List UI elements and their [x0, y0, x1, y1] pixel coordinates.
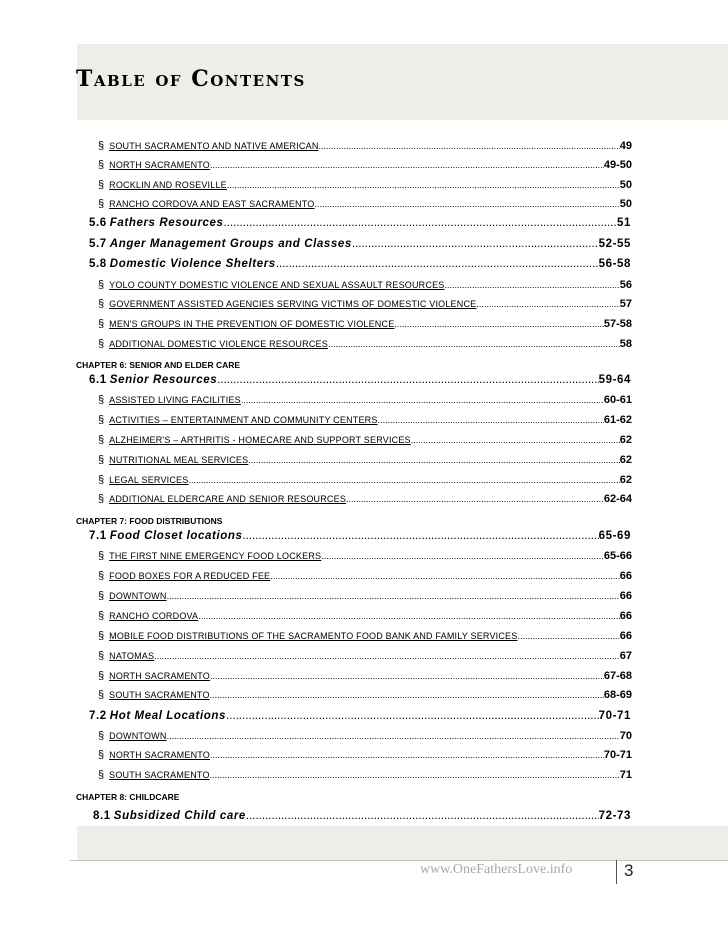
toc-page-number: 59-64: [598, 374, 631, 386]
section-bullet-icon: §: [98, 570, 105, 582]
dot-leader: [314, 199, 619, 209]
toc-subsection-entry[interactable]: [98, 769, 632, 781]
section-bullet-icon: §: [98, 630, 105, 642]
toc-entry-label[interactable]: NORTH SACRAMENTO: [109, 160, 211, 170]
dot-leader: [444, 280, 619, 290]
dot-leader: [210, 750, 604, 760]
dot-leader: [517, 631, 619, 641]
toc-page-number: 67-68: [603, 670, 632, 682]
dot-leader: [167, 591, 620, 601]
toc-subsection-entry[interactable]: [98, 590, 632, 602]
dot-leader: [224, 217, 617, 229]
toc-subsection-entry[interactable]: [98, 550, 632, 562]
dot-leader: [210, 690, 604, 700]
toc-entry-label[interactable]: Subsidized Child care: [113, 810, 246, 822]
section-number: 5.8: [89, 258, 107, 270]
toc-entry-label[interactable]: SOUTH SACRAMENTO: [109, 690, 210, 700]
dot-leader: [270, 571, 619, 581]
section-bullet-icon: §: [98, 650, 105, 662]
section-bullet-icon: §: [98, 318, 105, 330]
section-bullet-icon: §: [98, 159, 105, 171]
dot-leader: [328, 339, 620, 349]
toc-page-number: 68-69: [603, 689, 632, 701]
toc-page-number: 66: [619, 630, 632, 642]
section-bullet-icon: §: [98, 610, 105, 622]
toc-subsection-entry[interactable]: [98, 630, 632, 642]
section-bullet-icon: §: [98, 550, 105, 562]
toc-entry-label[interactable]: NATOMAS: [109, 651, 155, 661]
toc-page-number: 62: [619, 474, 632, 486]
toc-entry-label[interactable]: ACTIVITIES – ENTERTAINMENT AND COMMUNITY CENTERS: [109, 415, 378, 425]
dot-leader: [217, 374, 598, 386]
dot-leader: [154, 651, 620, 661]
toc-subsection-entry[interactable]: [98, 493, 632, 505]
section-bullet-icon: §: [98, 198, 105, 210]
toc-entry-label[interactable]: MOBILE FOOD DISTRIBUTIONS OF THE SACRAMENTO FOOD BANK AND FAMILY SERVICES: [109, 631, 518, 641]
toc-page-number: 51: [617, 217, 631, 229]
toc-entry-label[interactable]: GOVERNMENT ASSISTED AGENCIES SERVING VICTIMS OF DOMESTIC VIOLENCE: [109, 299, 477, 309]
toc-entry-label[interactable]: ROCKLIN AND ROSEVILLE: [109, 180, 227, 190]
toc-entry-label[interactable]: RANCHO CORDOVA AND EAST SACRAMENTO: [109, 199, 315, 209]
dot-leader: [227, 180, 620, 190]
toc-subsection-entry[interactable]: [98, 749, 632, 761]
toc-subsection-entry[interactable]: [98, 610, 632, 622]
section-bullet-icon: §: [98, 279, 105, 291]
section-bullet-icon: §: [98, 179, 105, 191]
section-bullet-icon: §: [98, 140, 105, 152]
toc-subsection-entry[interactable]: [98, 298, 632, 310]
toc-page-number: 65-66: [603, 550, 632, 562]
toc-entry-label[interactable]: MEN'S GROUPS IN THE PREVENTION OF DOMESTIC VIOLENCE: [109, 319, 395, 329]
section-bullet-icon: §: [98, 493, 105, 505]
toc-subsection-entry[interactable]: [98, 670, 632, 682]
toc-entry-label[interactable]: Hot Meal Locations: [109, 710, 227, 722]
toc-page-number: 66: [619, 610, 632, 622]
toc-page-number: 57-58: [603, 318, 632, 330]
section-bullet-icon: §: [98, 769, 105, 781]
toc-section-entry[interactable]: [89, 217, 631, 229]
footer-separator: [616, 860, 617, 884]
dot-leader: [243, 530, 599, 542]
section-bullet-icon: §: [98, 434, 105, 446]
toc-entry-label[interactable]: Anger Management Groups and Classes: [109, 238, 352, 250]
toc-section-entry[interactable]: [89, 374, 631, 386]
section-number: 6.1: [89, 374, 107, 386]
toc-page-number: 67: [619, 650, 632, 662]
section-bullet-icon: §: [98, 298, 105, 310]
toc-entry-label[interactable]: Fathers Resources: [109, 217, 224, 229]
section-bullet-icon: §: [98, 749, 105, 761]
toc-entry-label[interactable]: NORTH SACRAMENTO: [109, 750, 211, 760]
toc-subsection-entry[interactable]: [98, 140, 632, 152]
section-bullet-icon: §: [98, 394, 105, 406]
section-bullet-icon: §: [98, 590, 105, 602]
toc-page-number: 66: [619, 570, 632, 582]
chapter-heading: CHAPTER 6: SENIOR AND ELDER CARE: [76, 360, 241, 370]
toc-subsection-entry[interactable]: [98, 279, 632, 291]
toc-subsection-entry[interactable]: [98, 730, 632, 742]
toc-subsection-entry[interactable]: [98, 318, 632, 330]
toc-page-number: 58: [619, 338, 632, 350]
section-bullet-icon: §: [98, 670, 105, 682]
toc-subsection-entry[interactable]: [98, 394, 632, 406]
dot-leader: [476, 299, 619, 309]
dot-leader: [210, 671, 604, 681]
dot-leader: [226, 710, 599, 722]
toc-subsection-entry[interactable]: [98, 179, 632, 191]
toc-page-number: 57: [619, 298, 632, 310]
toc-page-number: 72-73: [598, 810, 631, 822]
section-number: 7.1: [89, 530, 107, 542]
toc-page-number: 62: [619, 434, 632, 446]
toc-page-number: 62-64: [603, 493, 632, 505]
toc-entry-label[interactable]: Food Closet locations: [109, 530, 243, 542]
toc-page-number: 70: [619, 730, 632, 742]
toc-entry-label[interactable]: NUTRITIONAL MEAL SERVICES: [109, 455, 249, 465]
section-bullet-icon: §: [98, 338, 105, 350]
toc-subsection-entry[interactable]: [98, 198, 632, 210]
toc-subsection-entry[interactable]: [98, 650, 632, 662]
dot-leader: [321, 551, 604, 561]
toc-entry-label[interactable]: ADDITIONAL ELDERCARE AND SENIOR RESOURCES: [109, 494, 347, 504]
section-bullet-icon: §: [98, 730, 105, 742]
toc-page-number: 71: [619, 769, 632, 781]
section-number: 7.2: [89, 710, 107, 722]
toc-subsection-entry[interactable]: [98, 689, 632, 701]
dot-leader: [319, 141, 620, 151]
toc-entry-label[interactable]: ALZHEIMER'S – ARTHRITIS - HOMECARE AND SUPPORT SERVICES: [109, 435, 411, 445]
toc-entry-label[interactable]: Domestic Violence Shelters: [109, 258, 276, 270]
dot-leader: [210, 160, 604, 170]
toc-entry-label[interactable]: THE FIRST NINE EMERGENCY FOOD LOCKERS: [109, 551, 322, 561]
toc-page-number: 56: [619, 279, 632, 291]
chapter-heading: CHAPTER 7: FOOD DISTRIBUTIONS: [76, 516, 223, 526]
section-bullet-icon: §: [98, 474, 105, 486]
toc-entry-label[interactable]: SOUTH SACRAMENTO: [109, 770, 210, 780]
toc-page-number: 65-69: [598, 530, 631, 542]
toc-section-entry[interactable]: [93, 810, 631, 822]
page-title: Table of Contents: [76, 66, 306, 92]
dot-leader: [248, 455, 619, 465]
toc-entry-label[interactable]: ASSISTED LIVING FACILITIES: [109, 395, 241, 405]
toc-section-entry[interactable]: [89, 258, 631, 270]
dot-leader: [241, 395, 604, 405]
dot-leader: [411, 435, 620, 445]
toc-section-entry[interactable]: [89, 710, 631, 722]
toc-page-number: 61-62: [603, 414, 632, 426]
toc-subsection-entry[interactable]: [98, 434, 632, 446]
toc-subsection-entry[interactable]: [98, 474, 632, 486]
toc-entry-label[interactable]: NORTH SACRAMENTO: [109, 671, 211, 681]
dot-leader: [352, 238, 599, 250]
toc-entry-label[interactable]: YOLO COUNTY DOMESTIC VIOLENCE AND SEXUAL ASSAULT RESOURCES: [109, 280, 445, 290]
section-number: 5.7: [89, 238, 107, 250]
toc-entry-label[interactable]: RANCHO CORDOVA: [109, 611, 199, 621]
toc-entry-label[interactable]: DOWNTOWN: [109, 731, 167, 741]
chapter-heading: CHAPTER 8: CHILDCARE: [76, 792, 180, 802]
toc-subsection-entry[interactable]: [98, 570, 632, 582]
section-number: 5.6: [89, 217, 107, 229]
toc-entry-label[interactable]: ADDITIONAL DOMESTIC VIOLENCE RESOURCES: [109, 339, 328, 349]
dot-leader: [276, 258, 599, 270]
toc-page-number: 50: [619, 198, 632, 210]
toc-page-number: 52-55: [598, 238, 631, 250]
toc-entry-label[interactable]: FOOD BOXES FOR A REDUCED FEE: [109, 571, 271, 581]
toc-subsection-entry[interactable]: [98, 159, 632, 171]
toc-subsection-entry[interactable]: [98, 454, 632, 466]
page-number: 3: [624, 861, 634, 880]
section-bullet-icon: §: [98, 454, 105, 466]
toc-page-number: 70-71: [603, 749, 632, 761]
toc-page-number: 49: [619, 140, 632, 152]
toc-subsection-entry[interactable]: [98, 414, 632, 426]
toc-page-number: 49-50: [603, 159, 632, 171]
section-number: 8.1: [93, 810, 111, 822]
toc-page-number: 66: [619, 590, 632, 602]
dot-leader: [246, 810, 599, 822]
dot-leader: [378, 415, 604, 425]
toc-subsection-entry[interactable]: [98, 338, 632, 350]
toc-page-number: 60-61: [603, 394, 632, 406]
dot-leader: [346, 494, 604, 504]
section-bullet-icon: §: [98, 414, 105, 426]
dot-leader: [198, 611, 619, 621]
toc-page-number: 50: [619, 179, 632, 191]
dot-leader: [167, 731, 620, 741]
toc-entry-label[interactable]: LEGAL SERVICES: [109, 475, 189, 485]
toc-page-number: 56-58: [598, 258, 631, 270]
toc-page-number: 70-71: [598, 710, 631, 722]
dot-leader: [394, 319, 603, 329]
toc-entry-label[interactable]: Senior Resources: [109, 374, 218, 386]
section-bullet-icon: §: [98, 689, 105, 701]
toc-section-entry[interactable]: [89, 238, 631, 250]
toc-entry-label[interactable]: DOWNTOWN: [109, 591, 167, 601]
toc-page-number: 62: [619, 454, 632, 466]
toc-section-entry[interactable]: [89, 530, 631, 542]
footer-band: [77, 826, 728, 860]
footer-website[interactable]: www.OneFathersLove.info: [420, 862, 573, 877]
dot-leader: [210, 770, 620, 780]
toc-entry-label[interactable]: SOUTH SACRAMENTO AND NATIVE AMERICAN: [109, 141, 319, 151]
dot-leader: [188, 475, 619, 485]
